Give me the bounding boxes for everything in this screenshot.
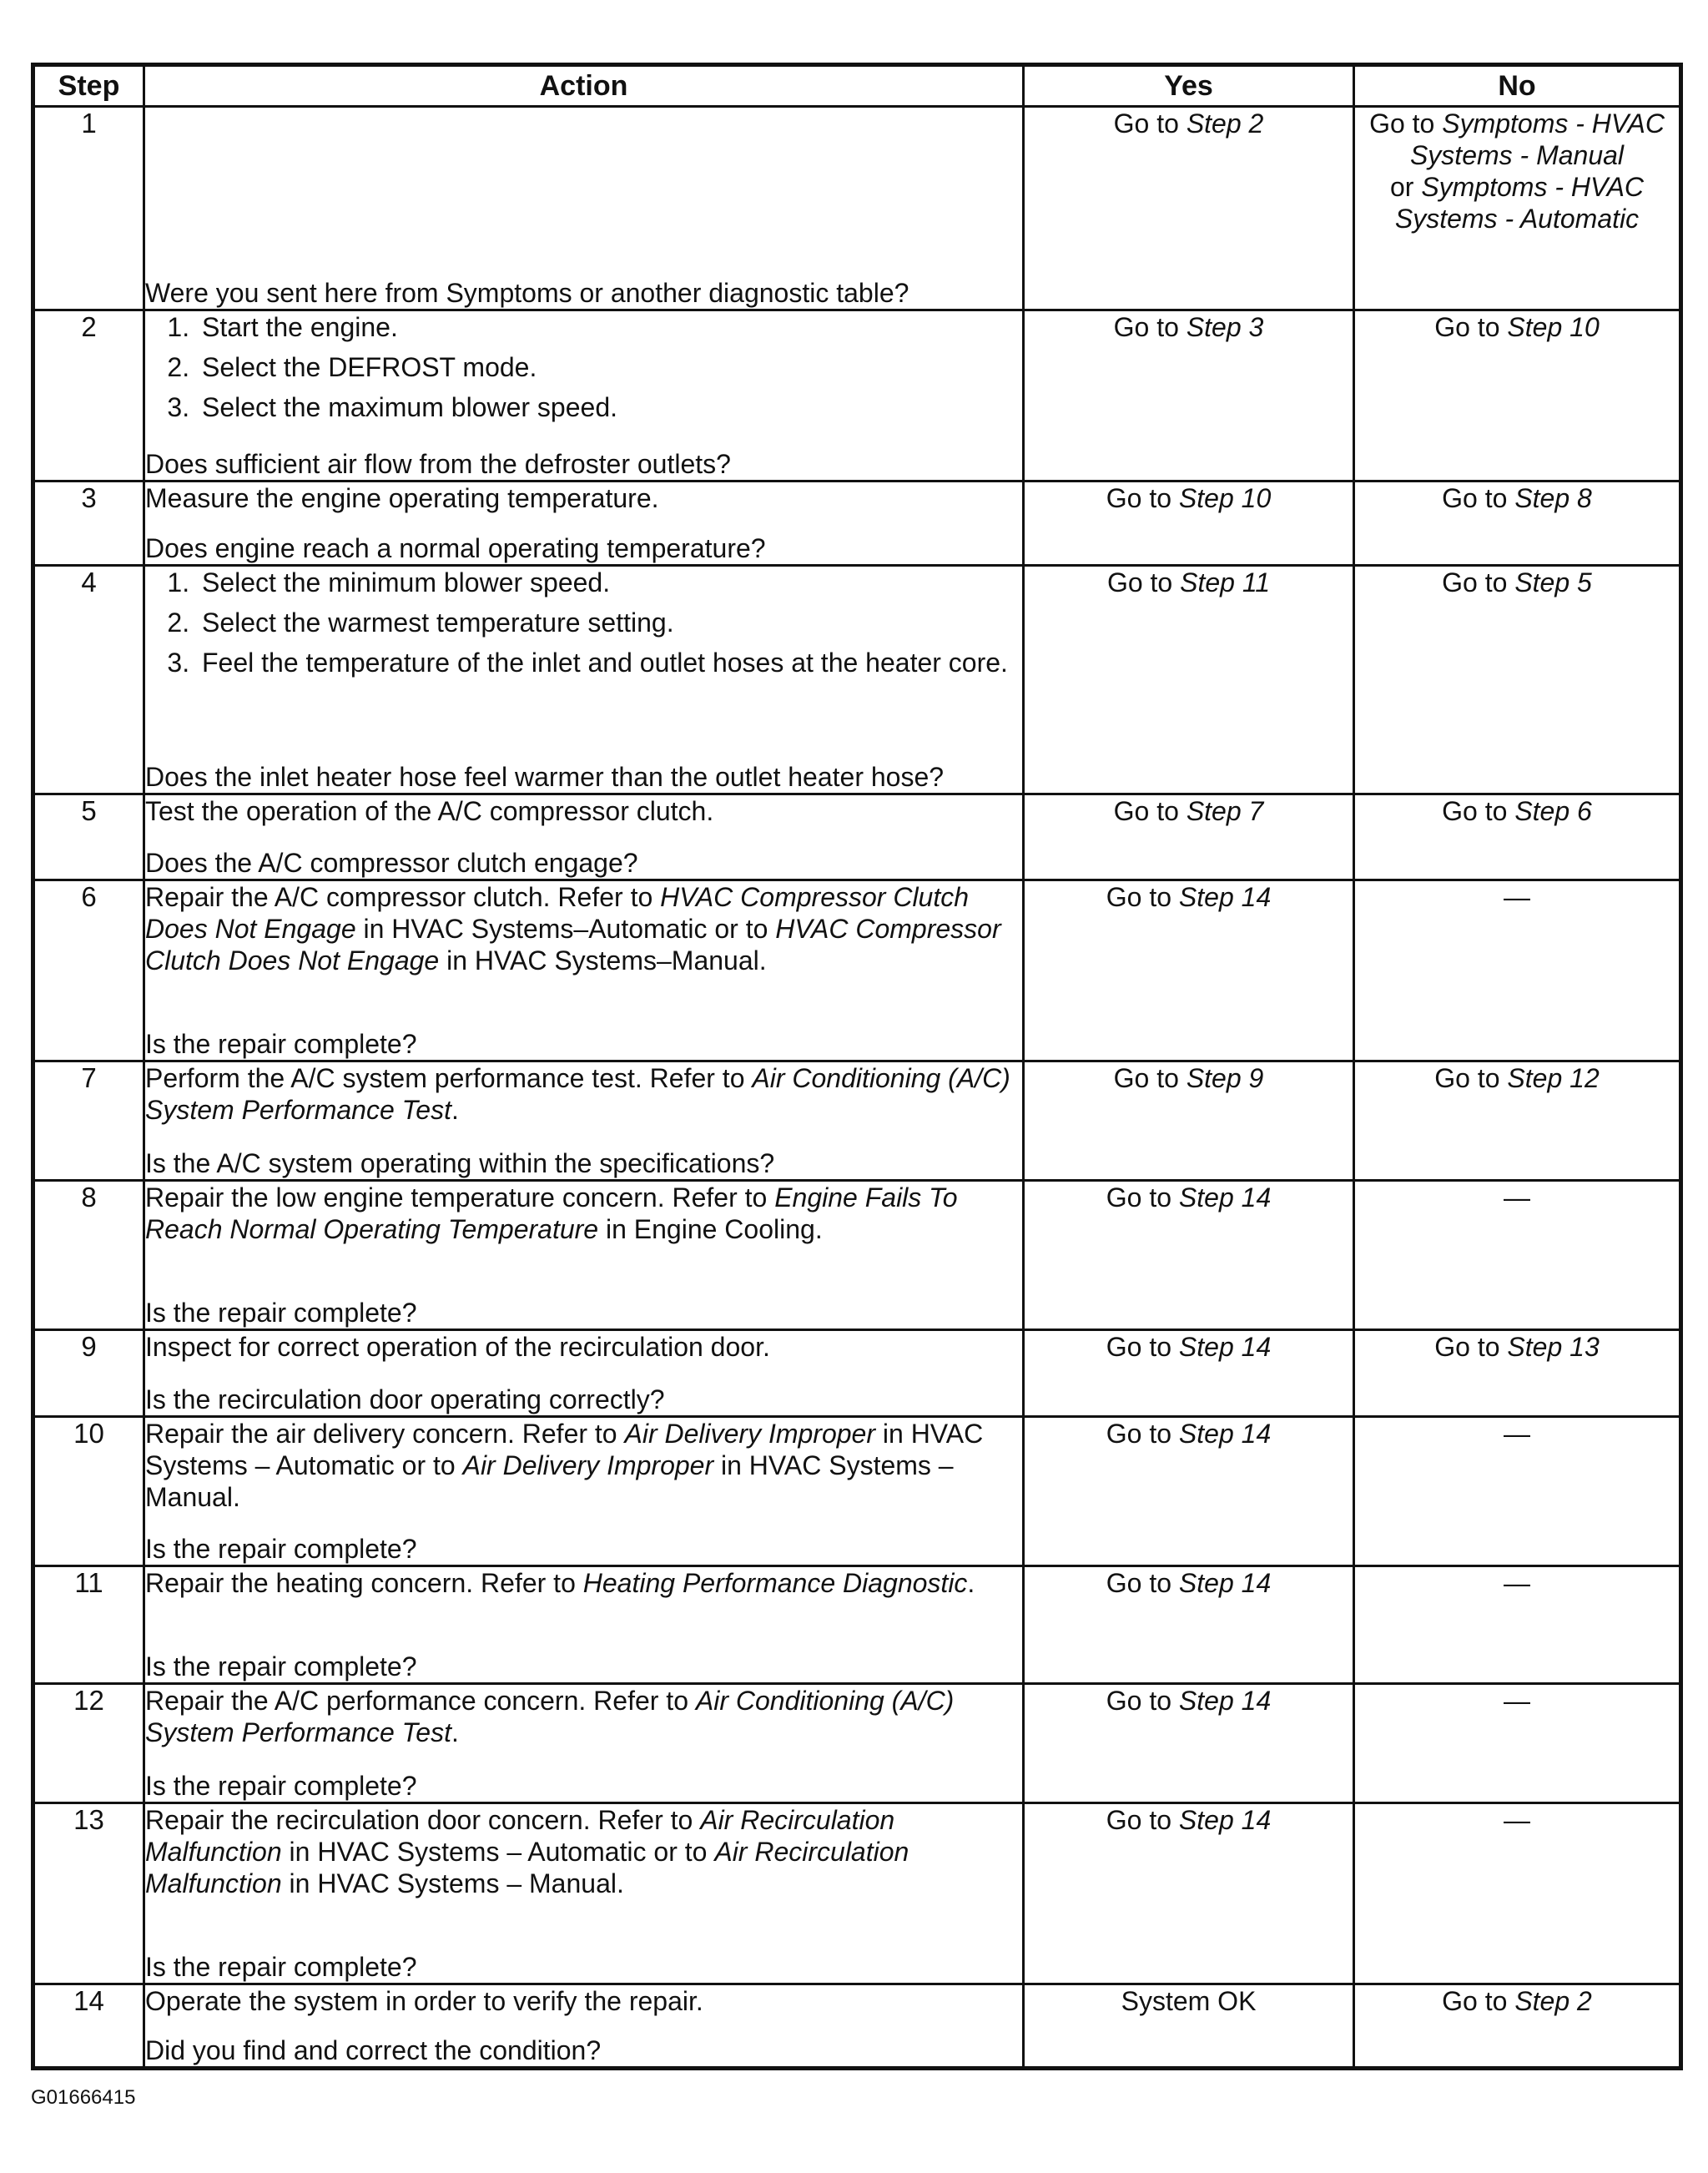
action-instruction bbox=[145, 881, 1022, 976]
instruction-text: Repair the heating concern. Refer to bbox=[145, 1567, 583, 1598]
no-cell bbox=[1354, 310, 1681, 481]
no-cell bbox=[1354, 1802, 1681, 1984]
yes-goto-link[interactable]: Step 2 bbox=[1186, 108, 1264, 139]
reference-link[interactable]: Air Delivery Improper bbox=[624, 1419, 875, 1450]
table-row bbox=[33, 880, 1681, 1061]
figure-id: G01666415 bbox=[31, 2086, 136, 2109]
instruction-text: in HVAC Systems – Manual. bbox=[145, 1450, 954, 1513]
no-goto-link[interactable]: Step 12 bbox=[1507, 1062, 1600, 1093]
yes-goto-prefix: Go to bbox=[1106, 882, 1179, 913]
no-cell bbox=[1354, 1061, 1681, 1180]
no-dash: — bbox=[1504, 1182, 1530, 1213]
table-row bbox=[33, 1417, 1681, 1566]
instruction-text: . bbox=[451, 1717, 459, 1748]
yes-goto-prefix: Go to bbox=[1106, 1567, 1179, 1598]
action-cell bbox=[144, 1684, 1024, 1802]
step-number: 2 bbox=[33, 310, 144, 481]
action-instruction bbox=[145, 1567, 1022, 1599]
yes-goto-link[interactable]: Step 14 bbox=[1178, 1686, 1272, 1717]
action-question: Does engine reach a normal operating temperature? bbox=[145, 532, 766, 563]
action-step-item: 3. Select the maximum blower speed. bbox=[197, 391, 1022, 423]
yes-cell bbox=[1024, 794, 1354, 880]
table-body bbox=[33, 107, 1681, 2069]
table-row bbox=[33, 1181, 1681, 1330]
no-goto-prefix: Go to bbox=[1442, 1985, 1515, 2016]
step-number: 9 bbox=[33, 1329, 144, 1416]
action-step-item: 1. Start the engine. bbox=[197, 311, 1022, 343]
action-content bbox=[145, 1062, 1022, 1179]
yes-goto-link[interactable]: Step 14 bbox=[1178, 1419, 1272, 1450]
instruction-text: Repair the A/C compressor clutch. Refer to bbox=[145, 882, 661, 913]
action-content bbox=[145, 1985, 1022, 2066]
yes-goto-link[interactable]: Step 14 bbox=[1178, 882, 1272, 913]
action-cell bbox=[144, 1329, 1024, 1416]
action-cell bbox=[144, 565, 1024, 794]
yes-goto-link[interactable]: Step 11 bbox=[1180, 567, 1271, 597]
instruction-text: Repair the air delivery concern. Refer to bbox=[145, 1419, 625, 1450]
header-action: Action bbox=[144, 65, 1024, 107]
action-content bbox=[145, 108, 1022, 309]
action-question: Did you find and correct the condition? bbox=[145, 2035, 602, 2065]
yes-goto-prefix: Go to bbox=[1106, 1686, 1179, 1717]
no-dash: — bbox=[1504, 1804, 1530, 1835]
action-question: Is the repair complete? bbox=[145, 1533, 417, 1564]
action-question: Is the repair complete? bbox=[145, 1651, 417, 1682]
header-step: Step bbox=[33, 65, 144, 107]
action-instruction bbox=[145, 1804, 1022, 1899]
action-question: Is the repair complete? bbox=[145, 1770, 417, 1801]
reference-link[interactable]: Air Recirculation Malfunction bbox=[145, 1836, 909, 1898]
step-number: 5 bbox=[33, 794, 144, 880]
no-goto-link[interactable]: Step 2 bbox=[1514, 1985, 1592, 2016]
no-goto-prefix: or bbox=[1389, 172, 1422, 202]
instruction-text: . bbox=[967, 1567, 975, 1598]
action-cell bbox=[144, 1181, 1024, 1330]
no-cell bbox=[1354, 1565, 1681, 1683]
yes-goto-prefix: Go to bbox=[1113, 311, 1187, 342]
action-instruction: Inspect for correct operation of the recirculation door. bbox=[145, 1331, 770, 1362]
table-row bbox=[33, 481, 1681, 565]
yes-cell bbox=[1024, 1181, 1354, 1330]
instruction-text: in Engine Cooling. bbox=[598, 1214, 823, 1245]
action-cell bbox=[144, 310, 1024, 481]
no-dash: — bbox=[1504, 1686, 1530, 1717]
no-goto-prefix: Go to bbox=[1442, 795, 1515, 826]
no-goto-prefix: Go to bbox=[1442, 567, 1515, 597]
action-step-item: 2. Select the warmest temperature setting. bbox=[197, 607, 1022, 638]
step-number: 11 bbox=[33, 1565, 144, 1683]
yes-cell bbox=[1024, 1684, 1354, 1802]
table-row bbox=[33, 1329, 1681, 1416]
action-instruction: Operate the system in order to verify the repair. bbox=[145, 1985, 703, 2016]
action-content bbox=[145, 1331, 1022, 1415]
yes-goto-prefix: Go to bbox=[1106, 567, 1181, 597]
yes-goto-link[interactable]: Step 9 bbox=[1186, 1062, 1264, 1093]
yes-goto-link[interactable]: Step 14 bbox=[1178, 1331, 1272, 1362]
yes-cell bbox=[1024, 481, 1354, 565]
action-question: Were you sent here from Symptoms or another diagnostic table? bbox=[145, 277, 909, 308]
action-instruction: Test the operation of the A/C compressor clutch. bbox=[145, 795, 714, 826]
action-cell bbox=[144, 107, 1024, 310]
yes-cell bbox=[1024, 1565, 1354, 1683]
no-goto-link[interactable]: Step 5 bbox=[1514, 567, 1592, 597]
yes-cell bbox=[1024, 310, 1354, 481]
action-steps-list bbox=[145, 311, 1022, 423]
step-number: 14 bbox=[33, 1984, 144, 2068]
no-goto-link[interactable]: Step 6 bbox=[1514, 795, 1592, 826]
action-question: Is the A/C system operating within the specifications? bbox=[145, 1148, 775, 1179]
reference-link[interactable]: Air Delivery Improper bbox=[462, 1450, 714, 1481]
yes-cell bbox=[1024, 565, 1354, 794]
yes-goto-prefix: Go to bbox=[1106, 482, 1179, 513]
action-instruction bbox=[145, 1685, 1022, 1748]
yes-goto-link[interactable]: Step 14 bbox=[1178, 1182, 1272, 1213]
action-cell bbox=[144, 794, 1024, 880]
reference-link[interactable]: Heating Performance Diagnostic bbox=[582, 1567, 968, 1598]
yes-goto-link[interactable]: Step 7 bbox=[1186, 795, 1264, 826]
action-content bbox=[145, 311, 1022, 480]
reference-link[interactable]: HVAC Compressor Clutch Does Not Engage bbox=[145, 914, 1001, 976]
action-question: Is the repair complete? bbox=[145, 1951, 417, 1982]
reference-link[interactable]: Air Conditioning (A/C) System Performance Test bbox=[145, 1686, 955, 1748]
action-cell bbox=[144, 1417, 1024, 1566]
yes-goto-link[interactable]: Step 14 bbox=[1178, 1804, 1272, 1835]
instruction-text: Perform the A/C system performance test. Refer to bbox=[145, 1062, 753, 1093]
no-goto-link[interactable]: Symptoms - HVAC Systems - Automatic bbox=[1394, 172, 1645, 234]
yes-cell bbox=[1024, 1802, 1354, 1984]
no-cell bbox=[1354, 1984, 1681, 2068]
instruction-text: in HVAC Systems–Automatic or to bbox=[355, 914, 776, 945]
table-row bbox=[33, 1802, 1681, 1984]
no-goto-link[interactable]: Symptoms - HVAC Systems - Manual bbox=[1409, 108, 1665, 170]
no-goto-prefix: Go to bbox=[1434, 1062, 1508, 1093]
reference-link[interactable]: Air Recirculation Malfunction bbox=[145, 1804, 895, 1867]
yes-goto-prefix: Go to bbox=[1106, 1419, 1179, 1450]
yes-goto-prefix: Go to bbox=[1113, 795, 1187, 826]
no-dash: — bbox=[1504, 1419, 1530, 1450]
action-cell bbox=[144, 1802, 1024, 1984]
no-cell bbox=[1354, 1417, 1681, 1566]
header-yes: Yes bbox=[1024, 65, 1354, 107]
action-step-item: 2. Select the DEFROST mode. bbox=[197, 351, 1022, 383]
action-question: Is the repair complete? bbox=[145, 1028, 417, 1059]
table-row bbox=[33, 1565, 1681, 1683]
step-number: 12 bbox=[33, 1684, 144, 1802]
instruction-text: Repair the recirculation door concern. Refer to bbox=[145, 1804, 701, 1835]
no-cell bbox=[1354, 481, 1681, 565]
table-row bbox=[33, 1984, 1681, 2068]
instruction-text: in HVAC Systems – Automatic or to bbox=[281, 1836, 715, 1867]
instruction-text: Repair the low engine temperature concern. Refer to bbox=[145, 1182, 775, 1213]
yes-goto-prefix: Go to bbox=[1106, 1331, 1179, 1362]
step-number: 6 bbox=[33, 880, 144, 1061]
instruction-text: in HVAC Systems – Automatic or to bbox=[145, 1419, 984, 1481]
no-goto-prefix: Go to bbox=[1434, 311, 1508, 342]
action-content bbox=[145, 567, 1022, 793]
action-content bbox=[145, 1418, 1022, 1565]
action-cell bbox=[144, 1984, 1024, 2068]
action-question: Does the inlet heater hose feel warmer than the outlet heater hose? bbox=[145, 761, 945, 792]
yes-goto-link[interactable]: Step 10 bbox=[1178, 482, 1272, 513]
action-content bbox=[145, 881, 1022, 1060]
reference-link[interactable]: HVAC Compressor Clutch Does Not Engage bbox=[145, 882, 970, 945]
action-question: Is the recirculation door operating correctly? bbox=[145, 1384, 665, 1415]
step-number: 13 bbox=[33, 1802, 144, 1984]
instruction-text: Repair the A/C performance concern. Refer to bbox=[145, 1686, 696, 1717]
reference-link[interactable]: Engine Fails To Reach Normal Operating Temperature bbox=[145, 1182, 958, 1245]
action-instruction: Measure the engine operating temperature. bbox=[145, 482, 659, 513]
action-content bbox=[145, 1182, 1022, 1329]
header-row bbox=[33, 65, 1681, 107]
instruction-text: in HVAC Systems – Manual. bbox=[281, 1868, 624, 1898]
diagnostic-table bbox=[31, 63, 1683, 2070]
no-dash: — bbox=[1504, 1567, 1530, 1598]
no-goto-prefix: Go to bbox=[1369, 108, 1443, 139]
step-number: 8 bbox=[33, 1181, 144, 1330]
action-content bbox=[145, 795, 1022, 879]
action-cell bbox=[144, 880, 1024, 1061]
action-content bbox=[145, 1804, 1022, 1983]
action-question: Does sufficient air flow from the defroster outlets? bbox=[145, 448, 731, 479]
reference-link[interactable]: Air Conditioning (A/C) System Performance Test bbox=[145, 1062, 1010, 1125]
yes-goto-prefix: Go to bbox=[1106, 1182, 1179, 1213]
no-goto-link[interactable]: Step 13 bbox=[1507, 1331, 1600, 1362]
action-step-item: 3. Feel the temperature of the inlet and outlet hoses at the heater core. bbox=[197, 647, 1022, 678]
table-row bbox=[33, 794, 1681, 880]
no-cell bbox=[1354, 794, 1681, 880]
action-cell bbox=[144, 481, 1024, 565]
yes-goto-prefix: Go to bbox=[1113, 108, 1187, 139]
table-row bbox=[33, 1061, 1681, 1180]
step-number: 7 bbox=[33, 1061, 144, 1180]
action-steps-list bbox=[145, 567, 1022, 678]
action-content bbox=[145, 1685, 1022, 1801]
instruction-text: in HVAC Systems–Manual. bbox=[439, 945, 767, 976]
yes-cell bbox=[1024, 1061, 1354, 1180]
action-step-item: 1. Select the minimum blower speed. bbox=[197, 567, 1022, 598]
action-instruction bbox=[145, 1418, 1022, 1513]
step-number: 1 bbox=[33, 107, 144, 310]
action-instruction bbox=[145, 1182, 1022, 1245]
no-goto-option bbox=[1355, 108, 1679, 171]
yes-goto-prefix: Go to bbox=[1113, 1062, 1187, 1093]
no-goto-link[interactable]: Step 10 bbox=[1507, 311, 1600, 342]
no-goto-prefix: Go to bbox=[1442, 482, 1515, 513]
no-goto-option bbox=[1355, 171, 1679, 234]
yes-cell bbox=[1024, 1329, 1354, 1416]
table-row bbox=[33, 565, 1681, 794]
table-row bbox=[33, 107, 1681, 310]
table-row bbox=[33, 1684, 1681, 1802]
step-number: 4 bbox=[33, 565, 144, 794]
action-question: Does the A/C compressor clutch engage? bbox=[145, 848, 638, 879]
yes-cell bbox=[1024, 880, 1354, 1061]
step-number: 3 bbox=[33, 481, 144, 565]
no-cell bbox=[1354, 880, 1681, 1061]
yes-result: System OK bbox=[1121, 1985, 1257, 2016]
yes-goto-link[interactable]: Step 3 bbox=[1186, 311, 1264, 342]
action-content bbox=[145, 482, 1022, 564]
table-row bbox=[33, 310, 1681, 481]
action-instruction bbox=[145, 1062, 1022, 1126]
no-cell bbox=[1354, 1329, 1681, 1416]
no-cell bbox=[1354, 1684, 1681, 1802]
action-cell bbox=[144, 1061, 1024, 1180]
action-content bbox=[145, 1567, 1022, 1682]
no-cell bbox=[1354, 107, 1681, 310]
step-number: 10 bbox=[33, 1417, 144, 1566]
no-dash: — bbox=[1504, 882, 1530, 913]
yes-goto-link[interactable]: Step 14 bbox=[1178, 1567, 1272, 1598]
header-no: No bbox=[1354, 65, 1681, 107]
yes-cell bbox=[1024, 1417, 1354, 1566]
action-cell bbox=[144, 1565, 1024, 1683]
action-question: Is the repair complete? bbox=[145, 1297, 417, 1328]
yes-cell bbox=[1024, 107, 1354, 310]
no-goto-prefix: Go to bbox=[1434, 1331, 1508, 1362]
no-cell bbox=[1354, 565, 1681, 794]
yes-cell bbox=[1024, 1984, 1354, 2068]
yes-goto-prefix: Go to bbox=[1106, 1804, 1179, 1835]
instruction-text: . bbox=[451, 1094, 459, 1125]
no-goto-link[interactable]: Step 8 bbox=[1514, 482, 1592, 513]
no-cell bbox=[1354, 1181, 1681, 1330]
